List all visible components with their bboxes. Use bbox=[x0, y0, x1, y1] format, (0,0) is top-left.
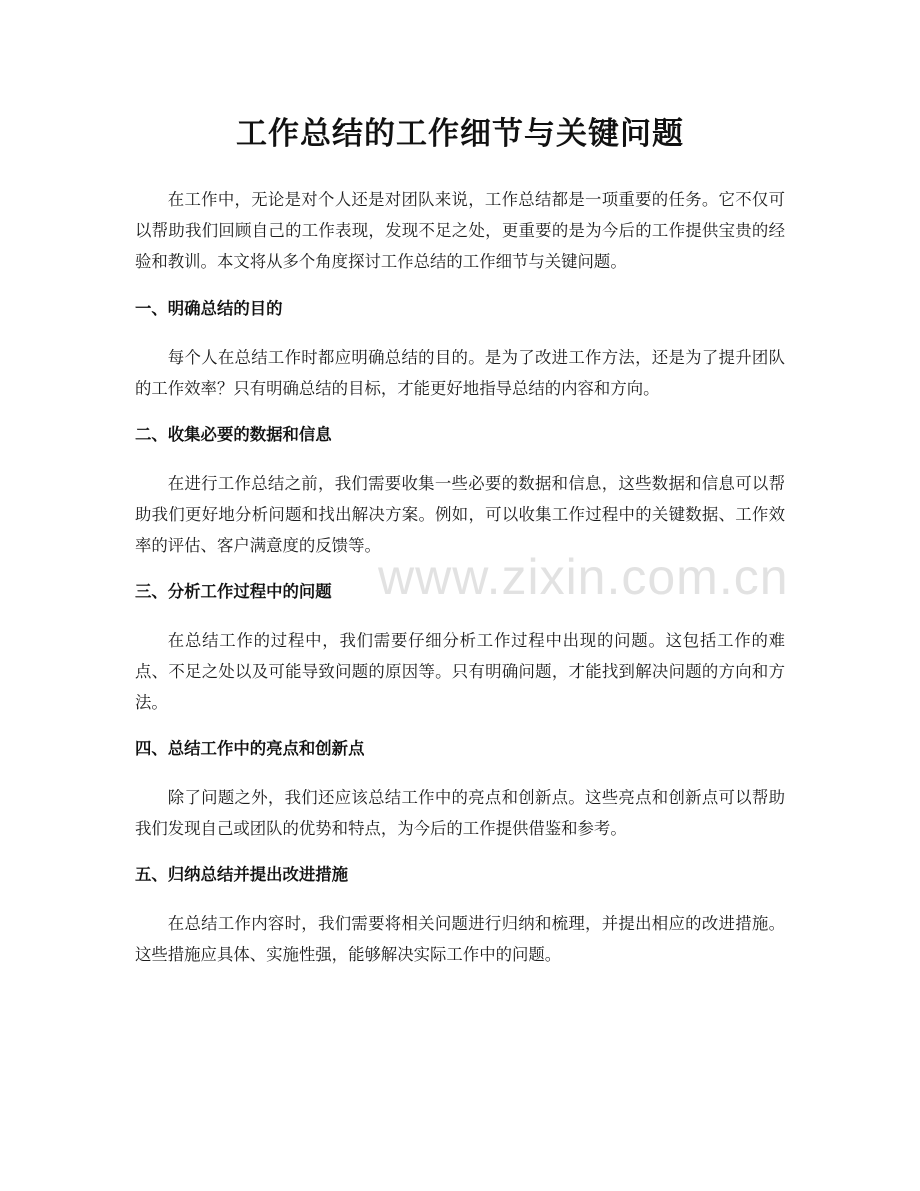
watermark: www.zixin.com.cn bbox=[378, 549, 789, 605]
section-paragraph: 每个人在总结工作时都应明确总结的目的。是为了改进工作方法，还是为了提升团队的工作效率？只有明确总结的目标，才能更好地指导总结的内容和方向。 bbox=[135, 348, 785, 398]
section-paragraph: 在总结工作的过程中，我们需要仔细分析工作过程中出现的问题。这包括工作的难点、不足之处以及可能导致问题的原因等。只有明确问题，才能找到解决问题的方向和方法。 bbox=[135, 631, 785, 712]
intro-paragraph: 在工作中，无论是对个人还是对团队来说，工作总结都是一项重要的任务。它不仅可以帮助我们回顾自己的工作表现，发现不足之处，更重要的是为今后的工作提供宝贵的经验和教训。本文将从多个角度探讨工作总结的工作细节与关键问题。 bbox=[135, 190, 785, 271]
section-4 bbox=[135, 737, 785, 844]
section-paragraph: 在进行工作总结之前，我们需要收集一些必要的数据和信息，这些数据和信息可以帮助我们更好地分析问题和找出解决方案。例如，可以收集工作过程中的关键数据、工作效率的评估、客户满意度的反馈等。 bbox=[135, 474, 785, 555]
section-heading: 一、明确总结的目的 bbox=[135, 299, 283, 318]
section-heading: 三、分析工作过程中的问题 bbox=[135, 582, 332, 601]
section-paragraph: 在总结工作内容时，我们需要将相关问题进行归纳和梳理，并提出相应的改进措施。这些措施应具体、实施性强，能够解决实际工作中的问题。 bbox=[135, 914, 785, 964]
section-1 bbox=[135, 297, 785, 404]
section-heading: 四、总结工作中的亮点和创新点 bbox=[135, 739, 365, 758]
section-3 bbox=[135, 580, 785, 718]
section-heading: 二、收集必要的数据和信息 bbox=[135, 425, 332, 444]
document-title: 工作总结的工作细节与关键问题 bbox=[236, 116, 684, 152]
section-2 bbox=[135, 423, 785, 561]
section-5 bbox=[135, 863, 785, 970]
document-body bbox=[135, 184, 785, 989]
section-paragraph: 除了问题之外，我们还应该总结工作中的亮点和创新点。这些亮点和创新点可以帮助我们发现自己或团队的优势和特点，为今后的工作提供借鉴和参考。 bbox=[135, 788, 785, 838]
section-heading: 五、归纳总结并提出改进措施 bbox=[135, 865, 349, 884]
